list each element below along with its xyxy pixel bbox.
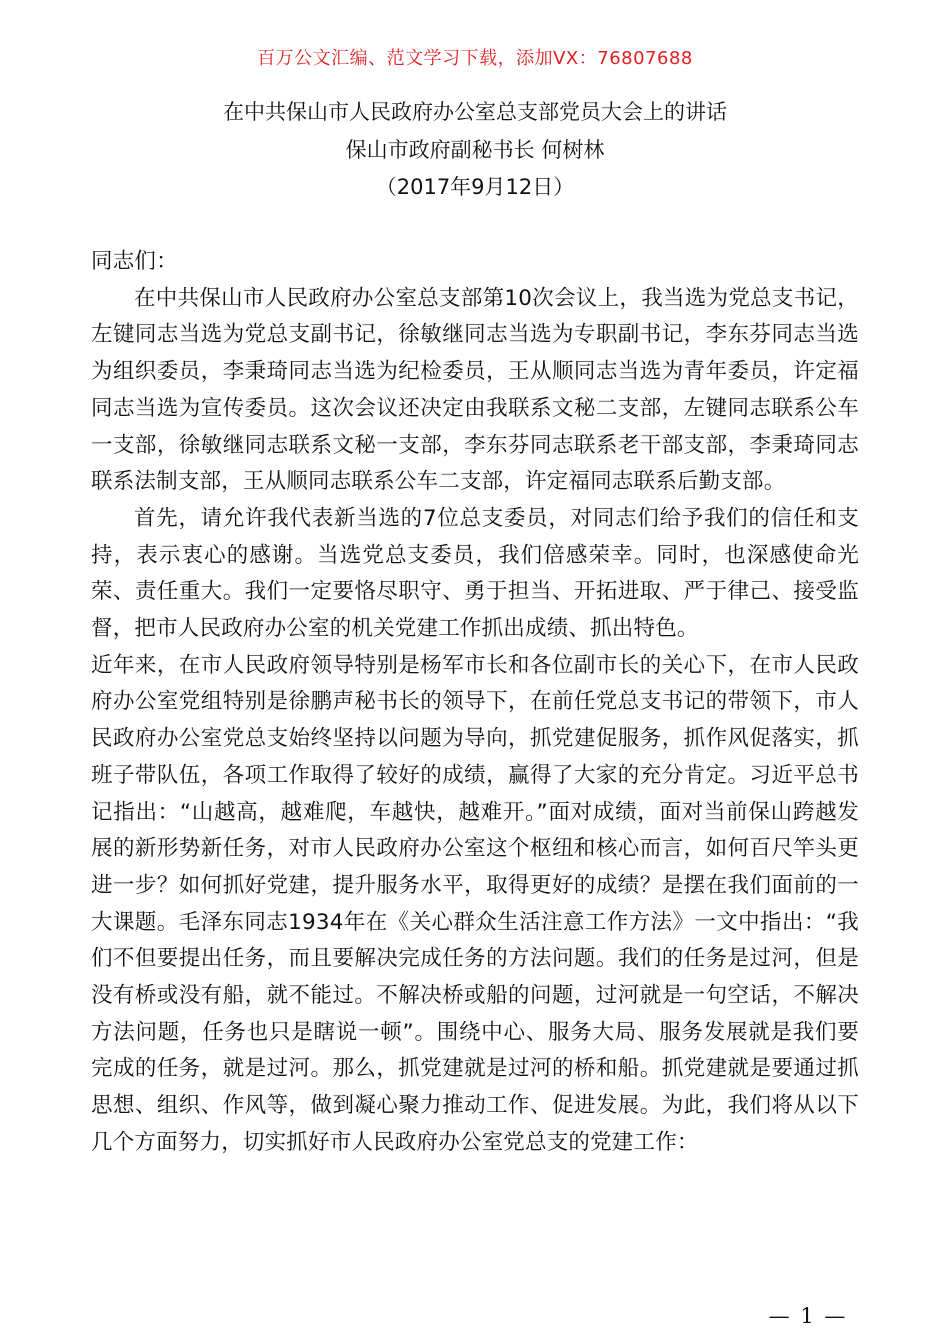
speech-author: 保山市政府副秘书长 何树林 [345,138,605,162]
speech-title: 在中共保山市人民政府办公室总支部党员大会上的讲话 [223,100,727,124]
speech-date: （2017年9月12日） [375,175,575,199]
paragraph-3: 近年来，在市人民政府领导特别是杨军市长和各位副市长的关心下，在市人民政府办公室党组特别是徐鹏声秘书长的领导下，在前任党总支书记的带领下，市人民政府办公室党总支始终坚持以问题为导向，抓党建促服务，抓作风促落实，抓班子带队伍，各项工作取得了较好的成绩，赢得了大家的充分肯定。习近平总书记指出：“山越高，越难爬，车越快，越难开。”面对成绩，面对当前保山跨越发展的新形势新任务，对市人民政府办公室这个枢纽和核心而言，如何百尺竿头更进一步？如何抓好党建，提升服务水平，取得更好的成绩？是摆在我们面前的一大课题。毛泽东同志1934年在《关心群众生活注意工作方法》一文中指出：“我们不但要提出任务，而且要解决完成任务的方法问题。我们的任务是过河，但是没有桥或没有船，就不能过。不解决桥或船的问题，过河就是一句空话，不解决方法问题，任务也只是瞎说一顿”。围绕中心、服务大局、服务发展就是我们要完成的任务，就是过河。那么，抓党建就是过河的桥和船。抓党建就是要通过抓思想、组织、作风等，做到凝心聚力推动工作、促进发展。为此，我们将从以下几个方面努力，切实抓好市人民政府办公室党总支的党建工作： [91,652,859,1155]
salutation: 同志们： [91,249,178,274]
promo-banner: 百万公文汇编、范文学习下载，添加VX：76807688 [257,48,693,69]
speech-body [91,244,859,1162]
page-number: — 1 — [768,1304,848,1328]
paragraph-1: 在中共保山市人民政府办公室总支部第10次会议上，我当选为党总支书记，左键同志当选为党总支副书记，徐敏继同志当选为专职副书记，李东芬同志当选为组织委员，李秉琦同志当选为纪检委员，王从顺同志当选为青年委员，许定福同志当选为宣传委员。这次会议还决定由我联系文秘二支部，左键同志联系公车一支部，徐敏继同志联系文秘一支部，李东芬同志联系老干部支部，李秉琦同志联系法制支部，王从顺同志联系公车二支部，许定福同志联系后勤支部。 [91,285,859,495]
paragraph-2: 首先，请允许我代表新当选的7位总支委员，对同志们给予我们的信任和支持，表示衷心的感谢。当选党总支委员，我们倍感荣幸。同时，也深感使命光荣、责任重大。我们一定要恪尽职守、勇于担当、开拓进取、严于律己、接受监督，把市人民政府办公室的机关党建工作抓出成绩、抓出特色。 [91,505,859,642]
